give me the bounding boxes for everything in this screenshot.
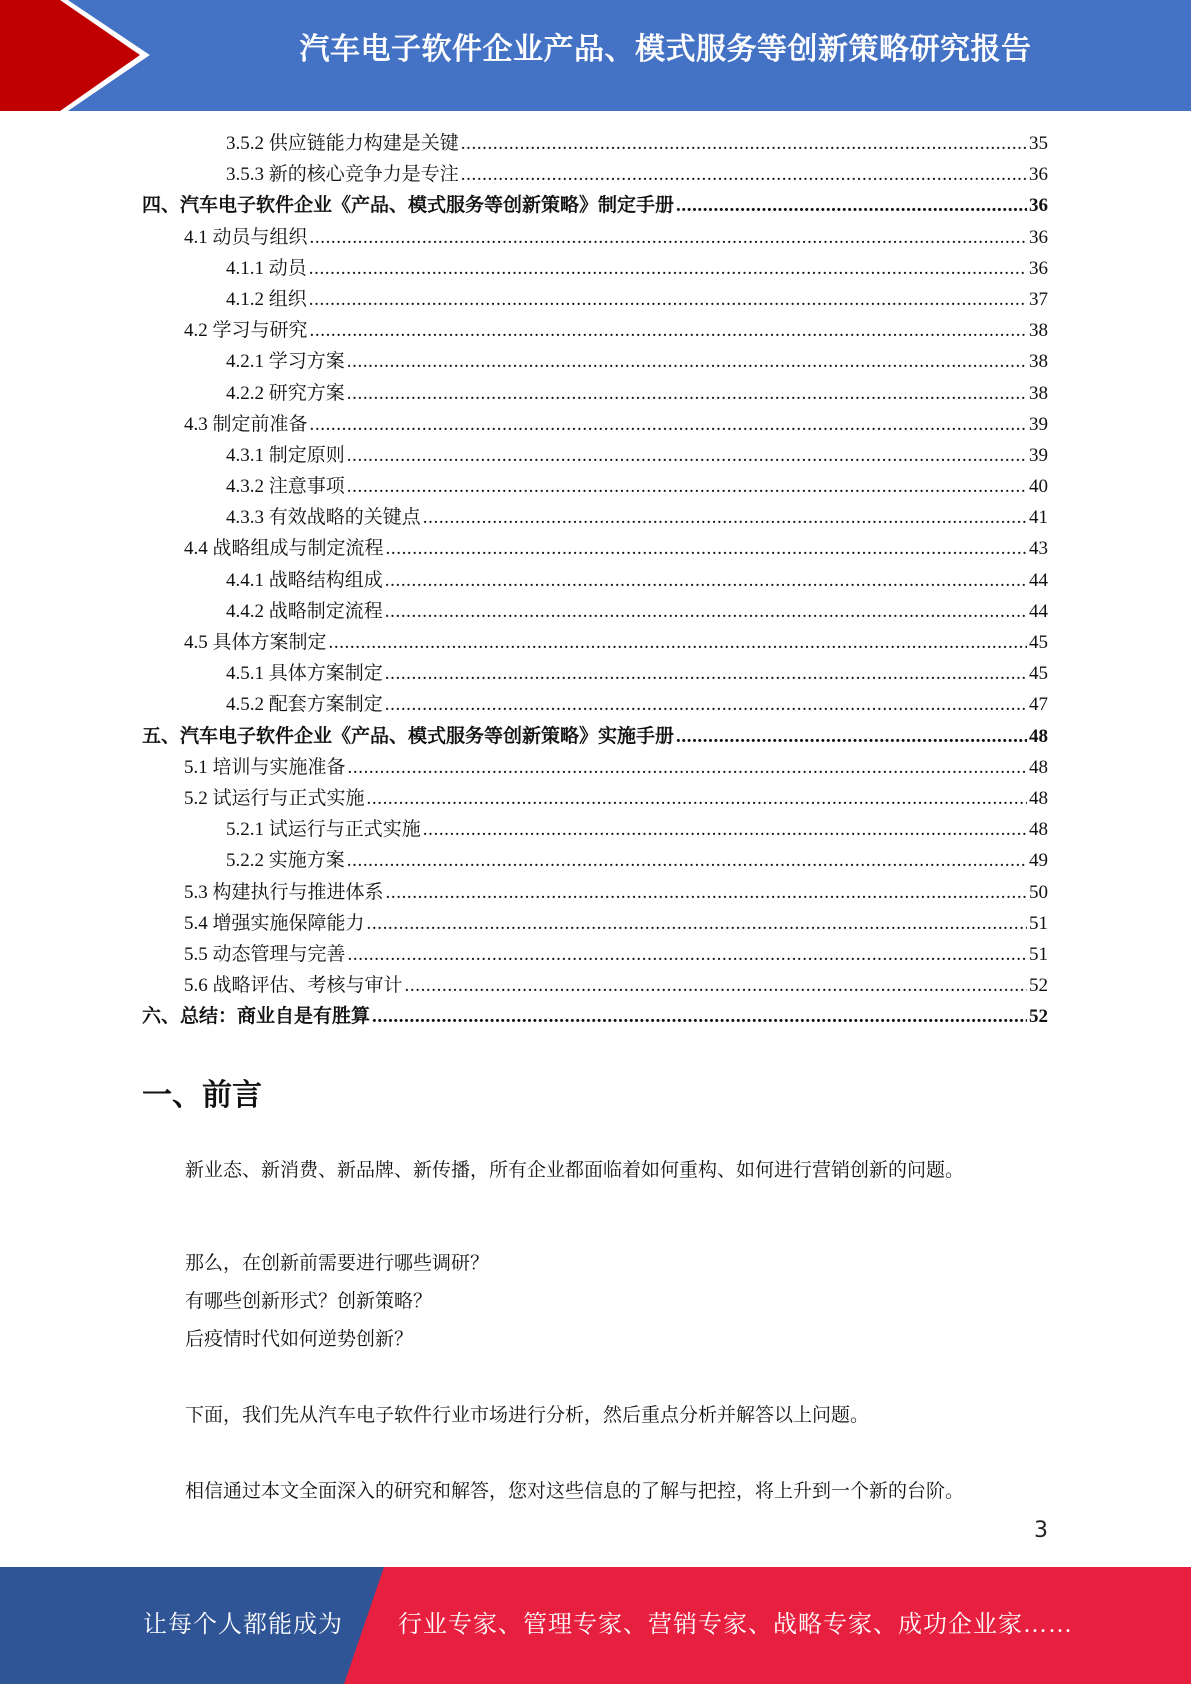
section-title: 一、前言	[142, 1078, 262, 1113]
toc-page: 35	[1029, 133, 1048, 154]
toc-label: 4.2.1 学习方案	[226, 351, 345, 373]
toc-label: 五、汽车电子软件企业《产品、模式服务等创新策略》实施手册	[142, 725, 675, 747]
toc-entry[interactable]	[142, 752, 1048, 783]
toc-label: 4.5.1 具体方案制定	[226, 663, 383, 685]
toc-label: 5.3 构建执行与推进体系	[184, 881, 384, 903]
footer-slogan-left: 让每个人都能成为	[143, 1612, 343, 1638]
toc-leader	[348, 752, 1027, 783]
toc-leader	[385, 596, 1027, 627]
toc-leader	[385, 689, 1027, 720]
footer-slogan-right: 行业专家、管理专家、营销专家、战略专家、成功企业家……	[398, 1612, 1073, 1638]
toc-entry[interactable]	[142, 565, 1048, 596]
toc-label: 4.5 具体方案制定	[184, 632, 327, 653]
toc-leader	[676, 190, 1027, 221]
toc-entry[interactable]	[142, 939, 1048, 970]
toc-entry[interactable]	[142, 253, 1048, 284]
toc-entry[interactable]	[142, 222, 1048, 253]
toc-entry[interactable]	[142, 814, 1048, 845]
toc-leader	[367, 783, 1027, 814]
toc-label: 六、总结：商业自是有胜算	[142, 1006, 371, 1028]
toc-page: 48	[1029, 725, 1048, 747]
toc-page: 48	[1029, 787, 1048, 809]
toc-label: 5.6 战略评估、考核与审计	[184, 975, 403, 997]
toc-entry[interactable]	[142, 1001, 1048, 1032]
toc-page: 36	[1029, 195, 1048, 217]
toc-leader	[405, 970, 1027, 1001]
toc-leader	[367, 908, 1027, 939]
toc-page: 45	[1029, 632, 1048, 653]
toc-leader	[347, 471, 1027, 502]
toc-entry[interactable]	[142, 190, 1048, 221]
toc-label: 4.4.1 战略结构组成	[226, 569, 383, 591]
toc-entry[interactable]	[142, 378, 1048, 409]
header-arrow-icon	[0, 0, 160, 111]
toc-leader	[423, 502, 1027, 533]
toc-page: 36	[1029, 226, 1048, 248]
toc-entry[interactable]	[142, 471, 1048, 502]
toc-entry[interactable]	[142, 159, 1048, 190]
paragraph: 后疫情时代如何逆势创新？	[185, 1329, 414, 1350]
toc-label: 4.3.2 注意事项	[226, 476, 345, 498]
header-title: 汽车电子软件企业产品、模式服务等创新策略研究报告	[299, 32, 1032, 67]
toc-leader	[372, 1001, 1027, 1032]
toc-leader	[676, 721, 1027, 752]
toc-page: 49	[1029, 850, 1048, 872]
toc-page: 48	[1029, 756, 1048, 778]
toc-entry[interactable]	[142, 440, 1048, 471]
toc-leader	[348, 939, 1027, 970]
toc-page: 45	[1029, 663, 1048, 685]
toc-label: 3.5.2 供应链能力构建是关键	[226, 133, 459, 154]
toc-entry[interactable]	[142, 128, 1048, 159]
toc-leader	[385, 565, 1027, 596]
toc-leader	[385, 658, 1027, 689]
toc-leader	[329, 627, 1027, 658]
paragraph: 相信通过本文全面深入的研究和解答，您对这些信息的了解与把控，将上升到一个新的台阶。	[185, 1481, 965, 1502]
page-number: 3	[1034, 1518, 1048, 1543]
toc-page: 44	[1029, 569, 1048, 591]
toc-label: 5.2.2 实施方案	[226, 850, 345, 872]
toc-entry[interactable]	[142, 315, 1048, 346]
toc-page: 43	[1029, 538, 1048, 560]
toc-page: 51	[1029, 943, 1048, 965]
toc-page: 52	[1029, 975, 1048, 997]
table-of-contents	[142, 128, 1048, 1032]
toc-page: 52	[1029, 1006, 1048, 1028]
toc-label: 4.3.1 制定原则	[226, 444, 345, 466]
toc-page: 36	[1029, 164, 1048, 186]
page-footer	[0, 1567, 1191, 1684]
toc-page: 38	[1029, 351, 1048, 373]
page-header	[0, 0, 1191, 111]
paragraph: 下面，我们先从汽车电子软件行业市场进行分析，然后重点分析并解答以上问题。	[185, 1405, 870, 1426]
toc-label: 5.4 增强实施保障能力	[184, 912, 365, 934]
toc-entry[interactable]	[142, 970, 1048, 1001]
toc-entry[interactable]	[142, 502, 1048, 533]
toc-page: 37	[1029, 288, 1048, 310]
toc-entry[interactable]	[142, 596, 1048, 627]
toc-entry[interactable]	[142, 783, 1048, 814]
toc-page: 48	[1029, 819, 1048, 841]
toc-label: 5.2.1 试运行与正式实施	[226, 819, 421, 841]
toc-entry[interactable]	[142, 908, 1048, 939]
toc-entry[interactable]	[142, 721, 1048, 752]
toc-page: 39	[1029, 444, 1048, 466]
toc-page: 50	[1029, 881, 1048, 903]
toc-label: 4.3.3 有效战略的关键点	[226, 507, 421, 529]
toc-label: 4.1.2 组织	[226, 288, 307, 310]
toc-entry[interactable]	[142, 627, 1048, 658]
paragraph: 新业态、新消费、新品牌、新传播，所有企业都面临着如何重构、如何进行营销创新的问题。	[185, 1160, 965, 1181]
toc-leader	[461, 128, 1027, 159]
toc-label: 5.1 培训与实施准备	[184, 756, 346, 778]
toc-leader	[310, 315, 1027, 346]
toc-entry[interactable]	[142, 409, 1048, 440]
toc-label: 4.2 学习与研究	[184, 320, 308, 342]
paragraph: 有哪些创新形式？创新策略？	[185, 1291, 433, 1312]
toc-entry[interactable]	[142, 845, 1048, 876]
toc-leader	[347, 378, 1027, 409]
toc-page: 36	[1029, 257, 1048, 279]
toc-page: 47	[1029, 694, 1048, 716]
toc-leader	[461, 159, 1027, 190]
toc-label: 5.5 动态管理与完善	[184, 943, 346, 965]
toc-page: 41	[1029, 507, 1048, 529]
toc-entry[interactable]	[142, 346, 1048, 377]
toc-label: 4.4.2 战略制定流程	[226, 600, 383, 622]
toc-entry[interactable]	[142, 533, 1048, 564]
toc-label: 5.2 试运行与正式实施	[184, 787, 365, 809]
toc-entry[interactable]	[142, 689, 1048, 720]
toc-label: 4.3 制定前准备	[184, 413, 308, 435]
toc-leader	[347, 440, 1027, 471]
toc-page: 44	[1029, 600, 1048, 622]
toc-leader	[386, 877, 1027, 908]
toc-label: 4.5.2 配套方案制定	[226, 694, 383, 716]
toc-leader	[310, 222, 1027, 253]
toc-page: 38	[1029, 320, 1048, 342]
toc-leader	[309, 284, 1027, 315]
toc-label: 4.1 动员与组织	[184, 226, 308, 248]
toc-leader	[347, 346, 1027, 377]
toc-leader	[386, 533, 1027, 564]
toc-label: 四、汽车电子软件企业《产品、模式服务等创新策略》制定手册	[142, 195, 675, 217]
toc-entry[interactable]	[142, 877, 1048, 908]
toc-page: 40	[1029, 476, 1048, 498]
toc-page: 39	[1029, 413, 1048, 435]
toc-page: 51	[1029, 912, 1048, 934]
toc-label: 4.2.2 研究方案	[226, 382, 345, 404]
toc-leader	[347, 845, 1027, 876]
toc-entry[interactable]	[142, 284, 1048, 315]
toc-label: 3.5.3 新的核心竞争力是专注	[226, 164, 459, 186]
paragraph: 那么，在创新前需要进行哪些调研？	[185, 1253, 490, 1274]
toc-leader	[309, 253, 1027, 284]
toc-leader	[310, 409, 1027, 440]
toc-label: 4.4 战略组成与制定流程	[184, 538, 384, 560]
toc-entry[interactable]	[142, 658, 1048, 689]
toc-label: 4.1.1 动员	[226, 257, 307, 279]
toc-leader	[423, 814, 1027, 845]
toc-page: 38	[1029, 382, 1048, 404]
